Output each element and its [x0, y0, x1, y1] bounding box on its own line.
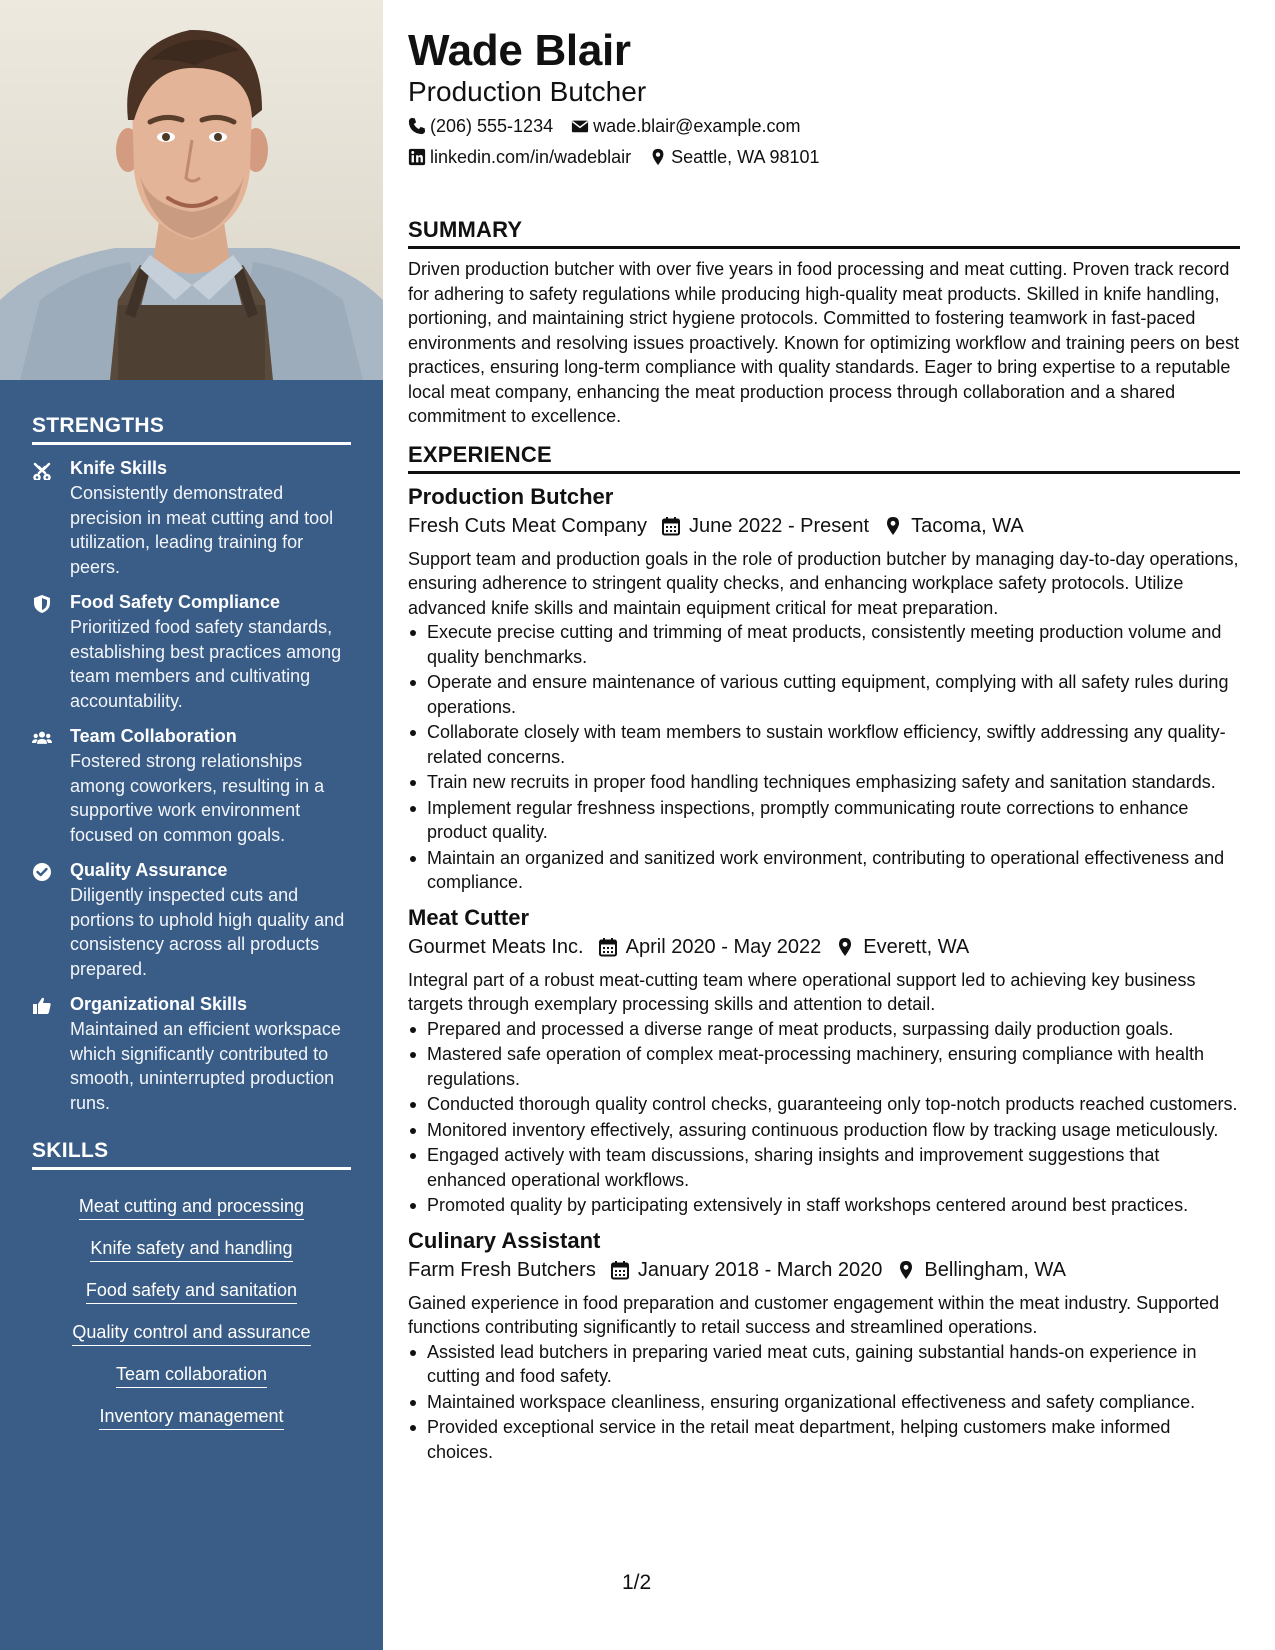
strength-item	[32, 591, 351, 713]
strength-desc: Fostered strong relationships among coworkers, resulting in a supportive work environment focused on common goals.	[70, 751, 325, 845]
skill-tag: Knife safety and handling	[90, 1228, 292, 1262]
job-dates: June 2022 - Present	[688, 514, 870, 537]
envelope-icon	[571, 117, 589, 135]
bullet-item: Provided exceptional service in the retail meat department, helping customers make informed choices.	[408, 1415, 1240, 1464]
summary-heading: SUMMARY	[408, 217, 1240, 249]
location-pin-icon	[896, 1260, 916, 1280]
linkedin-icon	[408, 148, 426, 166]
bullet-item: Operate and ensure maintenance of various cutting equipment, complying with all safety rules during operations.	[408, 670, 1240, 719]
bullet-item: Maintained workspace cleanliness, ensuring organizational effectiveness and safety compliance.	[408, 1390, 1240, 1415]
bullet-item: Conducted thorough quality control checks, guaranteeing only top-notch products reached customers.	[408, 1092, 1240, 1117]
calendar-icon	[598, 937, 618, 957]
bullet-item: Execute precise cutting and trimming of meat products, consistently meeting production volume and quality benchmarks.	[408, 620, 1240, 669]
contact-row	[408, 145, 1240, 169]
job-title: Production Butcher	[408, 483, 614, 509]
company-name: Fresh Cuts Meat Company	[408, 514, 647, 537]
profile-photo	[0, 0, 383, 380]
shield-icon	[32, 591, 70, 713]
company-name: Gourmet Meats Inc.	[408, 935, 584, 958]
location-pin-icon	[649, 148, 667, 166]
phone-number[interactable]: (206) 555-1234	[430, 116, 554, 136]
strength-item	[32, 859, 351, 981]
skill-tag: Team collaboration	[116, 1354, 267, 1388]
bullet-item: Promoted quality by participating extensively in staff workshops centered around best practices.	[408, 1193, 1240, 1218]
job-entry	[408, 483, 1240, 895]
job-title: Meat Cutter	[408, 904, 530, 930]
users-icon	[32, 725, 70, 847]
job-description: Gained experience in food preparation and customer engagement within the meat industry. Supported functions contributing significantly to retail success and streamlined operations.	[408, 1292, 1220, 1337]
bullet-item: Engaged actively with team discussions, sharing insights and improvement suggestions that enhanced operational workflows.	[408, 1143, 1240, 1192]
job-bullets	[408, 1340, 1240, 1465]
skill-tag: Inventory management	[99, 1396, 283, 1430]
strength-title: Team Collaboration	[70, 726, 237, 746]
contact-row	[408, 114, 1240, 138]
strength-item	[32, 725, 351, 847]
skill-tag: Meat cutting and processing	[79, 1186, 304, 1220]
bullet-item: Monitored inventory effectively, assuring continuous production flow by tracking usage meticulously.	[408, 1118, 1240, 1143]
email-link[interactable]: wade.blair@example.com	[593, 116, 801, 136]
job-dates: January 2018 - March 2020	[637, 1258, 883, 1281]
check-circle-icon	[32, 859, 70, 981]
job-title: Culinary Assistant	[408, 1227, 601, 1253]
main-content	[408, 0, 1240, 1465]
job-entry	[408, 904, 1240, 1218]
calendar-icon	[661, 516, 681, 536]
skill-tag: Quality control and assurance	[72, 1312, 310, 1346]
strength-item	[32, 457, 351, 579]
strength-title: Knife Skills	[70, 458, 168, 478]
strengths-heading: STRENGTHS	[32, 414, 351, 445]
skill-tag: Food safety and sanitation	[86, 1270, 297, 1304]
thumbs-up-icon	[32, 993, 70, 1115]
phone-icon	[408, 117, 426, 135]
knife-icon	[32, 457, 70, 579]
strength-title: Organizational Skills	[70, 994, 248, 1014]
job-description: Integral part of a robust meat-cutting team where operational support led to achieving key business targets through exemplary processing skills and attention to detail.	[408, 969, 1196, 1014]
candidate-name: Wade Blair	[408, 26, 631, 75]
job-location: Tacoma, WA	[911, 514, 1024, 537]
strength-desc: Prioritized food safety standards, establishing best practices among team members and cultivating accountability.	[70, 617, 342, 711]
strength-desc: Maintained an efficient workspace which significantly contributed to smooth, uninterrupted production runs.	[70, 1019, 341, 1113]
sidebar	[0, 0, 383, 1650]
linkedin-link[interactable]: linkedin.com/in/wadeblair	[430, 147, 632, 167]
calendar-icon	[610, 1260, 630, 1280]
job-entry	[408, 1227, 1240, 1465]
location-pin-icon	[835, 937, 855, 957]
skills-list	[32, 1178, 351, 1430]
strength-desc: Consistently demonstrated precision in meat cutting and tool utilization, leading training for peers.	[70, 483, 334, 577]
bullet-item: Maintain an organized and sanitized work environment, contributing to operational effectiveness and compliance.	[408, 846, 1240, 895]
bullet-item: Assisted lead butchers in preparing varied meat cuts, gaining substantial hands-on experience in cutting and food safety.	[408, 1340, 1240, 1389]
page-number: 1/2	[622, 1571, 652, 1594]
job-location: Bellingham, WA	[924, 1258, 1066, 1281]
job-meta	[408, 934, 1240, 960]
strength-desc: Diligently inspected cuts and portions to uphold high quality and consistency across all products prepared.	[70, 885, 345, 979]
location-pin-icon	[883, 516, 903, 536]
bullet-item: Collaborate closely with team members to sustain workflow efficiency, swiftly addressing any quality-related concerns.	[408, 720, 1240, 769]
strength-item	[32, 993, 351, 1115]
company-name: Farm Fresh Butchers	[408, 1258, 596, 1281]
job-location: Everett, WA	[863, 935, 970, 958]
job-dates: April 2020 - May 2022	[625, 935, 822, 958]
bullet-item: Train new recruits in proper food handling techniques emphasizing safety and sanitation standards.	[408, 770, 1240, 795]
experience-heading: EXPERIENCE	[408, 442, 1240, 474]
skills-heading: SKILLS	[32, 1139, 351, 1170]
summary-text: Driven production butcher with over five years in food processing and meat cutting. Proven track record for adhering to safety regulations while producing high-quality meat products. Skilled in knife handling, portioning, and maintaining strict hygiene protocols. Committed to fostering teamwork in fast-paced environments and resolving issues proactively. Known for optimizing workflow and training peers on best practices, ensuring long-term compliance with quality standards. Eager to bring expertise to a reputable local meat company, enhancing the meat production process through collaboration and a shared commitment to excellence.	[408, 259, 1240, 426]
strength-title: Quality Assurance	[70, 860, 228, 880]
bullet-item: Mastered safe operation of complex meat-processing machinery, ensuring compliance with health regulations.	[408, 1042, 1240, 1091]
strength-title: Food Safety Compliance	[70, 592, 281, 612]
bullet-item: Implement regular freshness inspections, promptly communicating route corrections to enhance product quality.	[408, 796, 1240, 845]
job-description: Support team and production goals in the role of production butcher by managing day-to-day operations, ensuring adherence to stringent quality checks, and enhancing workplace safety protocols. Utilize advanced knife skills and maintain equipment critical for meat preparation.	[408, 548, 1239, 618]
bullet-item: Prepared and processed a diverse range of meat products, surpassing daily production goals.	[408, 1017, 1240, 1042]
location: Seattle, WA 98101	[671, 147, 820, 167]
candidate-title: Production Butcher	[408, 76, 647, 107]
job-meta	[408, 1257, 1240, 1283]
job-bullets	[408, 620, 1240, 895]
job-meta	[408, 513, 1240, 539]
job-bullets	[408, 1017, 1240, 1218]
